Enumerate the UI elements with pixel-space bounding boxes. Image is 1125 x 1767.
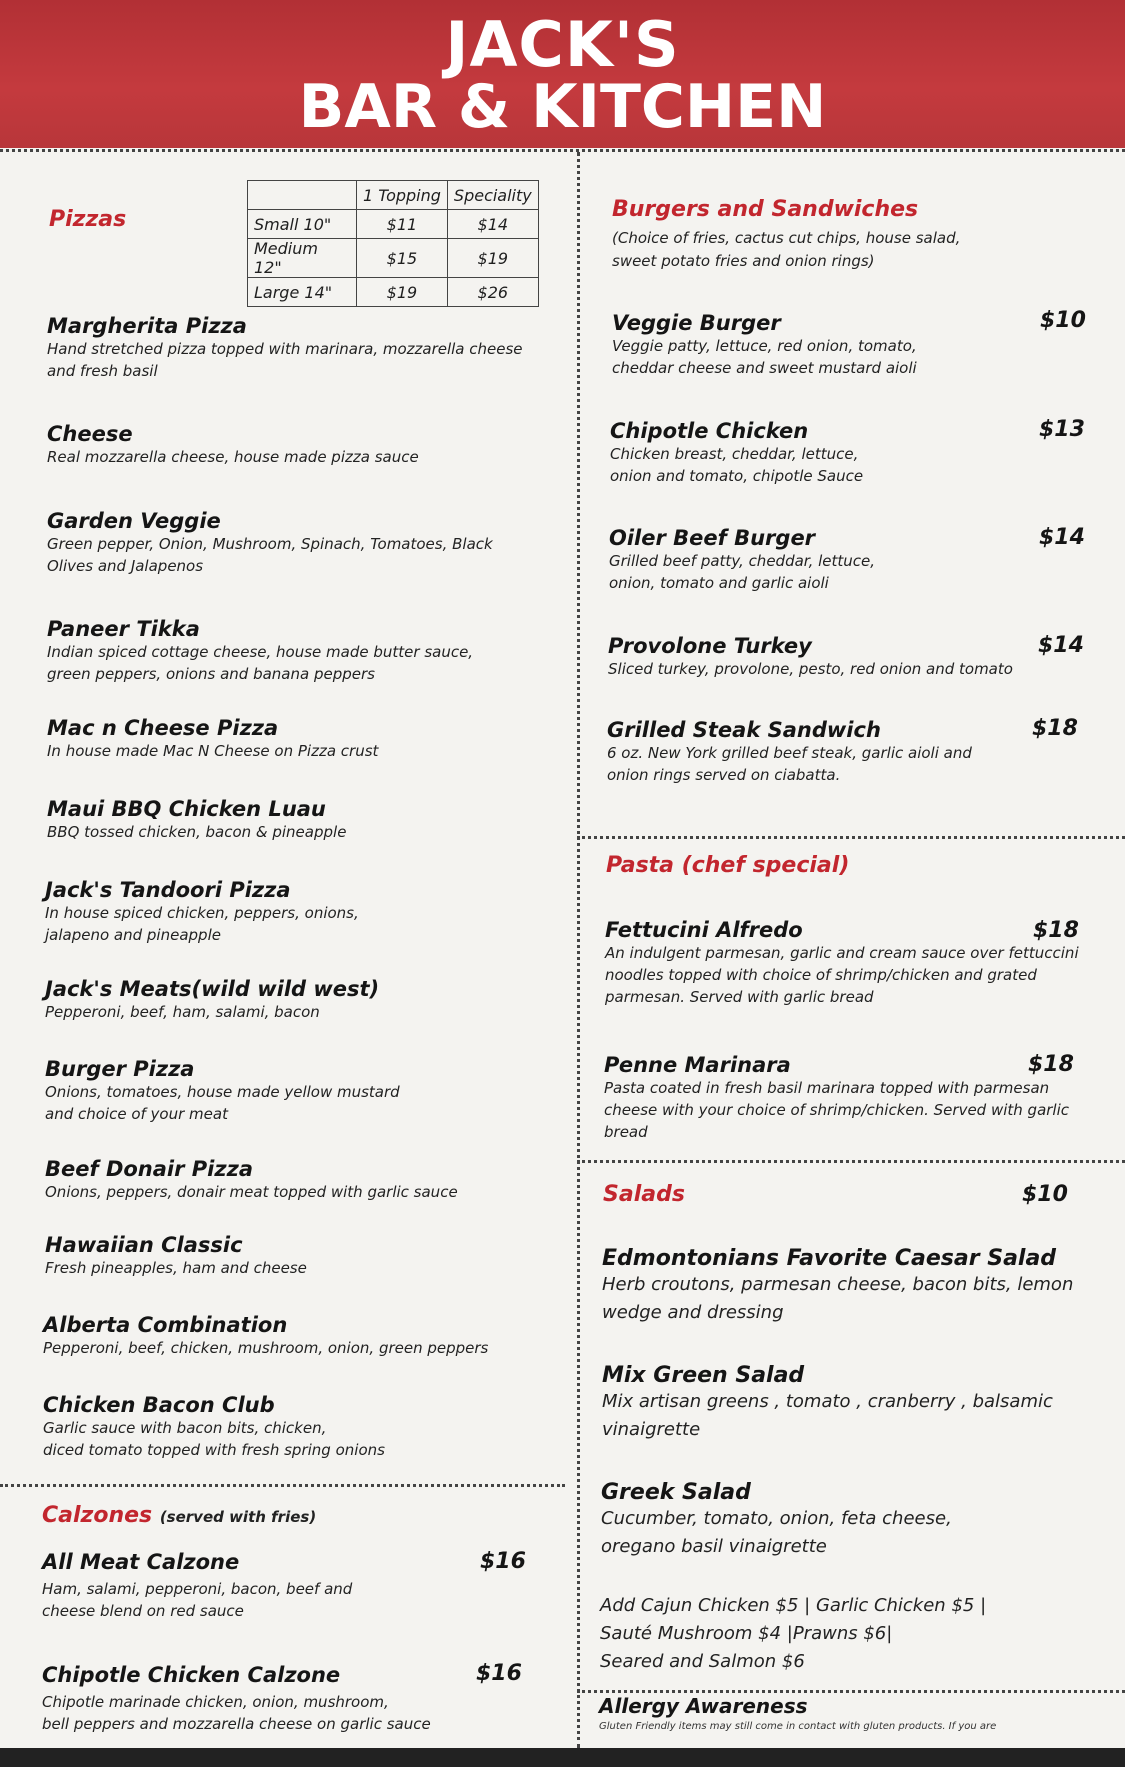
item-desc: cheese blend on red sauce [42, 1602, 244, 1620]
salads-heading: Salads [603, 1182, 685, 1207]
item-name: Penne Marinara [604, 1053, 791, 1077]
item-name: Veggie Burger [612, 311, 781, 335]
addons-line: Add Cajun Chicken $5 | Garlic Chicken $5 | [600, 1595, 987, 1616]
menu-item [612, 311, 917, 379]
header-divider [0, 149, 1125, 152]
menu-item [604, 1053, 1084, 1143]
allergy-note: Gluten Friendly items may still come in contact with gluten products. If you are [599, 1721, 997, 1732]
item-desc: noodles topped with choice of shrimp/chicken and grated [605, 966, 1037, 984]
item-desc: Green pepper, Onion, Mushroom, Spinach, Tomatoes, Black [47, 535, 493, 553]
item-desc: Indian spiced cottage cheese, house made butter sauce, [47, 643, 474, 661]
item-desc: An indulgent parmesan, garlic and cream sauce over fettuccini [605, 944, 1079, 962]
pasta-heading: Pasta (chef special) [606, 853, 850, 878]
addons-line: Sauté Mushroom $4 |Prawns $6| [600, 1623, 893, 1644]
menu-item [47, 509, 493, 577]
allergy-title: Allergy Awareness [599, 1694, 808, 1718]
item-desc: Pasta coated in fresh basil marinara topped with parmesan [604, 1079, 1050, 1097]
item-price: $14 [1038, 633, 1084, 658]
calzones-heading [42, 1503, 316, 1528]
pizzas-heading: Pizzas [49, 207, 127, 232]
item-desc: Pepperoni, beef, ham, salami, bacon [45, 1003, 320, 1021]
item-desc: Hand stretched pizza topped with marinara, mozzarella cheese [47, 340, 523, 358]
item-desc: onion and tomato, chipotle Sauce [610, 467, 864, 485]
size-label: Medium 12" [248, 239, 357, 278]
item-price: $18 [1028, 1052, 1074, 1077]
menu-item [43, 1313, 488, 1359]
item-name: Alberta Combination [43, 1313, 288, 1337]
burgers-note: sweet potato fries and onion rings) [612, 252, 875, 270]
item-desc: Sliced turkey, provolone, pesto, red onion and tomato [608, 660, 1013, 678]
item-desc: Herb croutons, parmesan cheese, bacon bits, lemon [602, 1274, 1074, 1295]
size-price: $19 [357, 278, 448, 307]
item-name: Fettucini Alfredo [605, 918, 803, 942]
item-name: Jack's Meats(wild wild west) [45, 977, 380, 1001]
item-desc: and fresh basil [47, 362, 158, 380]
item-desc: Grilled beef patty, cheddar, lettuce, [609, 552, 876, 570]
item-desc: green peppers, onions and banana peppers [47, 665, 375, 683]
salad-addons [600, 1592, 986, 1676]
menu-item [47, 422, 419, 468]
menu-item [42, 1663, 542, 1735]
item-desc: onion rings served on ciabatta. [607, 766, 841, 784]
item-desc: cheese with your choice of shrimp/chicken. Served with garlic [604, 1101, 1070, 1119]
menu-item [609, 526, 875, 594]
item-desc: In house spiced chicken, peppers, onions, [45, 904, 359, 922]
bottom-bar [0, 1748, 1125, 1767]
item-price: $16 [476, 1661, 522, 1686]
item-desc: vinaigrette [602, 1419, 701, 1440]
item-name: Provolone Turkey [608, 634, 812, 658]
item-name: Jack's Tandoori Pizza [45, 878, 291, 902]
item-desc: onion, tomato and garlic aioli [609, 574, 829, 592]
burgers-heading: Burgers and Sandwiches [612, 197, 919, 222]
item-desc: jalapeno and pineapple [45, 926, 221, 944]
menu-item [602, 1246, 1073, 1327]
calzone-divider [0, 1484, 565, 1487]
item-desc: wedge and dressing [602, 1302, 784, 1323]
item-price: $18 [1032, 716, 1078, 741]
item-desc: bread [604, 1123, 648, 1141]
menu-item [45, 878, 359, 946]
item-desc: In house made Mac N Cheese on Pizza crust [47, 742, 379, 760]
item-name: Greek Salad [601, 1480, 751, 1505]
size-price: $15 [357, 239, 448, 278]
item-name: Burger Pizza [45, 1057, 195, 1081]
item-desc: 6 oz. New York grilled beef steak, garlic aioli and [607, 744, 972, 762]
menu-item [608, 634, 1013, 680]
item-desc: Chipotle marinade chicken, onion, mushroom, [42, 1693, 389, 1711]
item-name: Chipotle Chicken [610, 419, 809, 443]
item-desc: parmesan. Served with garlic bread [605, 988, 874, 1006]
item-price: $13 [1039, 417, 1085, 442]
item-name: Edmontonians Favorite Caesar Salad [602, 1246, 1057, 1271]
size-price: $11 [357, 210, 448, 239]
item-name: Hawaiian Classic [45, 1233, 243, 1257]
item-desc: Pepperoni, beef, chicken, mushroom, onion, green peppers [43, 1339, 489, 1357]
item-desc: cheddar cheese and sweet mustard aioli [612, 359, 917, 377]
calzones-title: Calzones [42, 1503, 153, 1528]
menu-item [601, 1480, 952, 1561]
size-price: $14 [447, 210, 538, 239]
restaurant-name: JACK'S [445, 8, 680, 81]
item-name: All Meat Calzone [42, 1550, 240, 1574]
item-price: $10 [1040, 308, 1086, 333]
item-desc: bell peppers and mozzarella cheese on garlic sauce [42, 1715, 431, 1733]
item-name: Maui BBQ Chicken Luau [47, 797, 326, 821]
menu-item [47, 716, 378, 762]
item-desc: oregano basil vinaigrette [601, 1536, 827, 1557]
size-label: Large 14" [248, 278, 357, 307]
pizza-size-table [247, 180, 539, 307]
menu-item [45, 1157, 458, 1203]
item-desc: Ham, salami, pepperoni, bacon, beef and [42, 1580, 353, 1598]
item-desc: BBQ tossed chicken, bacon & pineapple [47, 823, 347, 841]
item-desc: Cucumber, tomato, onion, feta cheese, [601, 1508, 952, 1529]
item-price: $16 [480, 1549, 526, 1574]
item-desc: and choice of your meat [45, 1105, 228, 1123]
item-desc: Mix artisan greens , tomato , cranberry , balsamic [602, 1391, 1053, 1412]
menu-item [47, 617, 473, 685]
restaurant-subtitle: BAR & KITCHEN [298, 72, 827, 142]
menu-item [605, 918, 1085, 1008]
item-name: Margherita Pizza [47, 314, 247, 338]
allergy-section [599, 1694, 996, 1732]
menu-item [45, 1057, 400, 1125]
menu-item [45, 1233, 307, 1279]
item-desc: Olives and Jalapenos [47, 557, 204, 575]
burgers-note: (Choice of fries, cactus cut chips, house salad, [612, 229, 961, 247]
item-desc: Real mozzarella cheese, house made pizza sauce [47, 448, 419, 466]
size-label: Small 10" [248, 210, 357, 239]
menu-item [47, 797, 346, 843]
salads-price: $10 [1022, 1182, 1068, 1207]
salads-divider [577, 1160, 1125, 1163]
item-name: Chicken Bacon Club [43, 1393, 275, 1417]
item-name: Cheese [47, 422, 133, 446]
item-desc: Chicken breast, cheddar, lettuce, [610, 445, 859, 463]
menu-item [45, 977, 379, 1023]
item-price: $14 [1039, 525, 1085, 550]
menu-item [47, 314, 523, 382]
allergy-divider [577, 1690, 1125, 1693]
item-price: $18 [1033, 918, 1079, 943]
menu-item [607, 718, 972, 786]
menu-item [610, 419, 863, 487]
item-name: Paneer Tikka [47, 617, 200, 641]
item-desc: Fresh pineapples, ham and cheese [45, 1259, 307, 1277]
size-price: $19 [447, 239, 538, 278]
item-desc: Garlic sauce with bacon bits, chicken, [43, 1419, 327, 1437]
item-name: Beef Donair Pizza [45, 1157, 253, 1181]
item-name: Garden Veggie [47, 509, 221, 533]
item-desc: diced tomato topped with fresh spring onions [43, 1441, 385, 1459]
item-name: Mix Green Salad [602, 1363, 805, 1388]
menu-item [602, 1363, 1053, 1444]
pasta-divider [577, 836, 1125, 839]
item-desc: Veggie patty, lettuce, red onion, tomato, [612, 337, 917, 355]
column-divider [577, 152, 580, 1748]
item-name: Chipotle Chicken Calzone [42, 1663, 341, 1687]
menu-item [42, 1550, 542, 1622]
col-header: Speciality [447, 181, 538, 210]
calzones-note: (served with fries) [159, 1508, 317, 1526]
menu-item [43, 1393, 385, 1461]
item-name: Oiler Beef Burger [609, 526, 816, 550]
size-price: $26 [447, 278, 538, 307]
item-name: Grilled Steak Sandwich [607, 718, 881, 742]
item-name: Mac n Cheese Pizza [47, 716, 279, 740]
menu-header [0, 0, 1125, 148]
item-desc: Onions, peppers, donair meat topped with garlic sauce [45, 1183, 458, 1201]
item-desc: Onions, tomatoes, house made yellow mustard [45, 1083, 400, 1101]
col-header: 1 Topping [357, 181, 448, 210]
addons-line: Seared and Salmon $6 [600, 1651, 805, 1672]
